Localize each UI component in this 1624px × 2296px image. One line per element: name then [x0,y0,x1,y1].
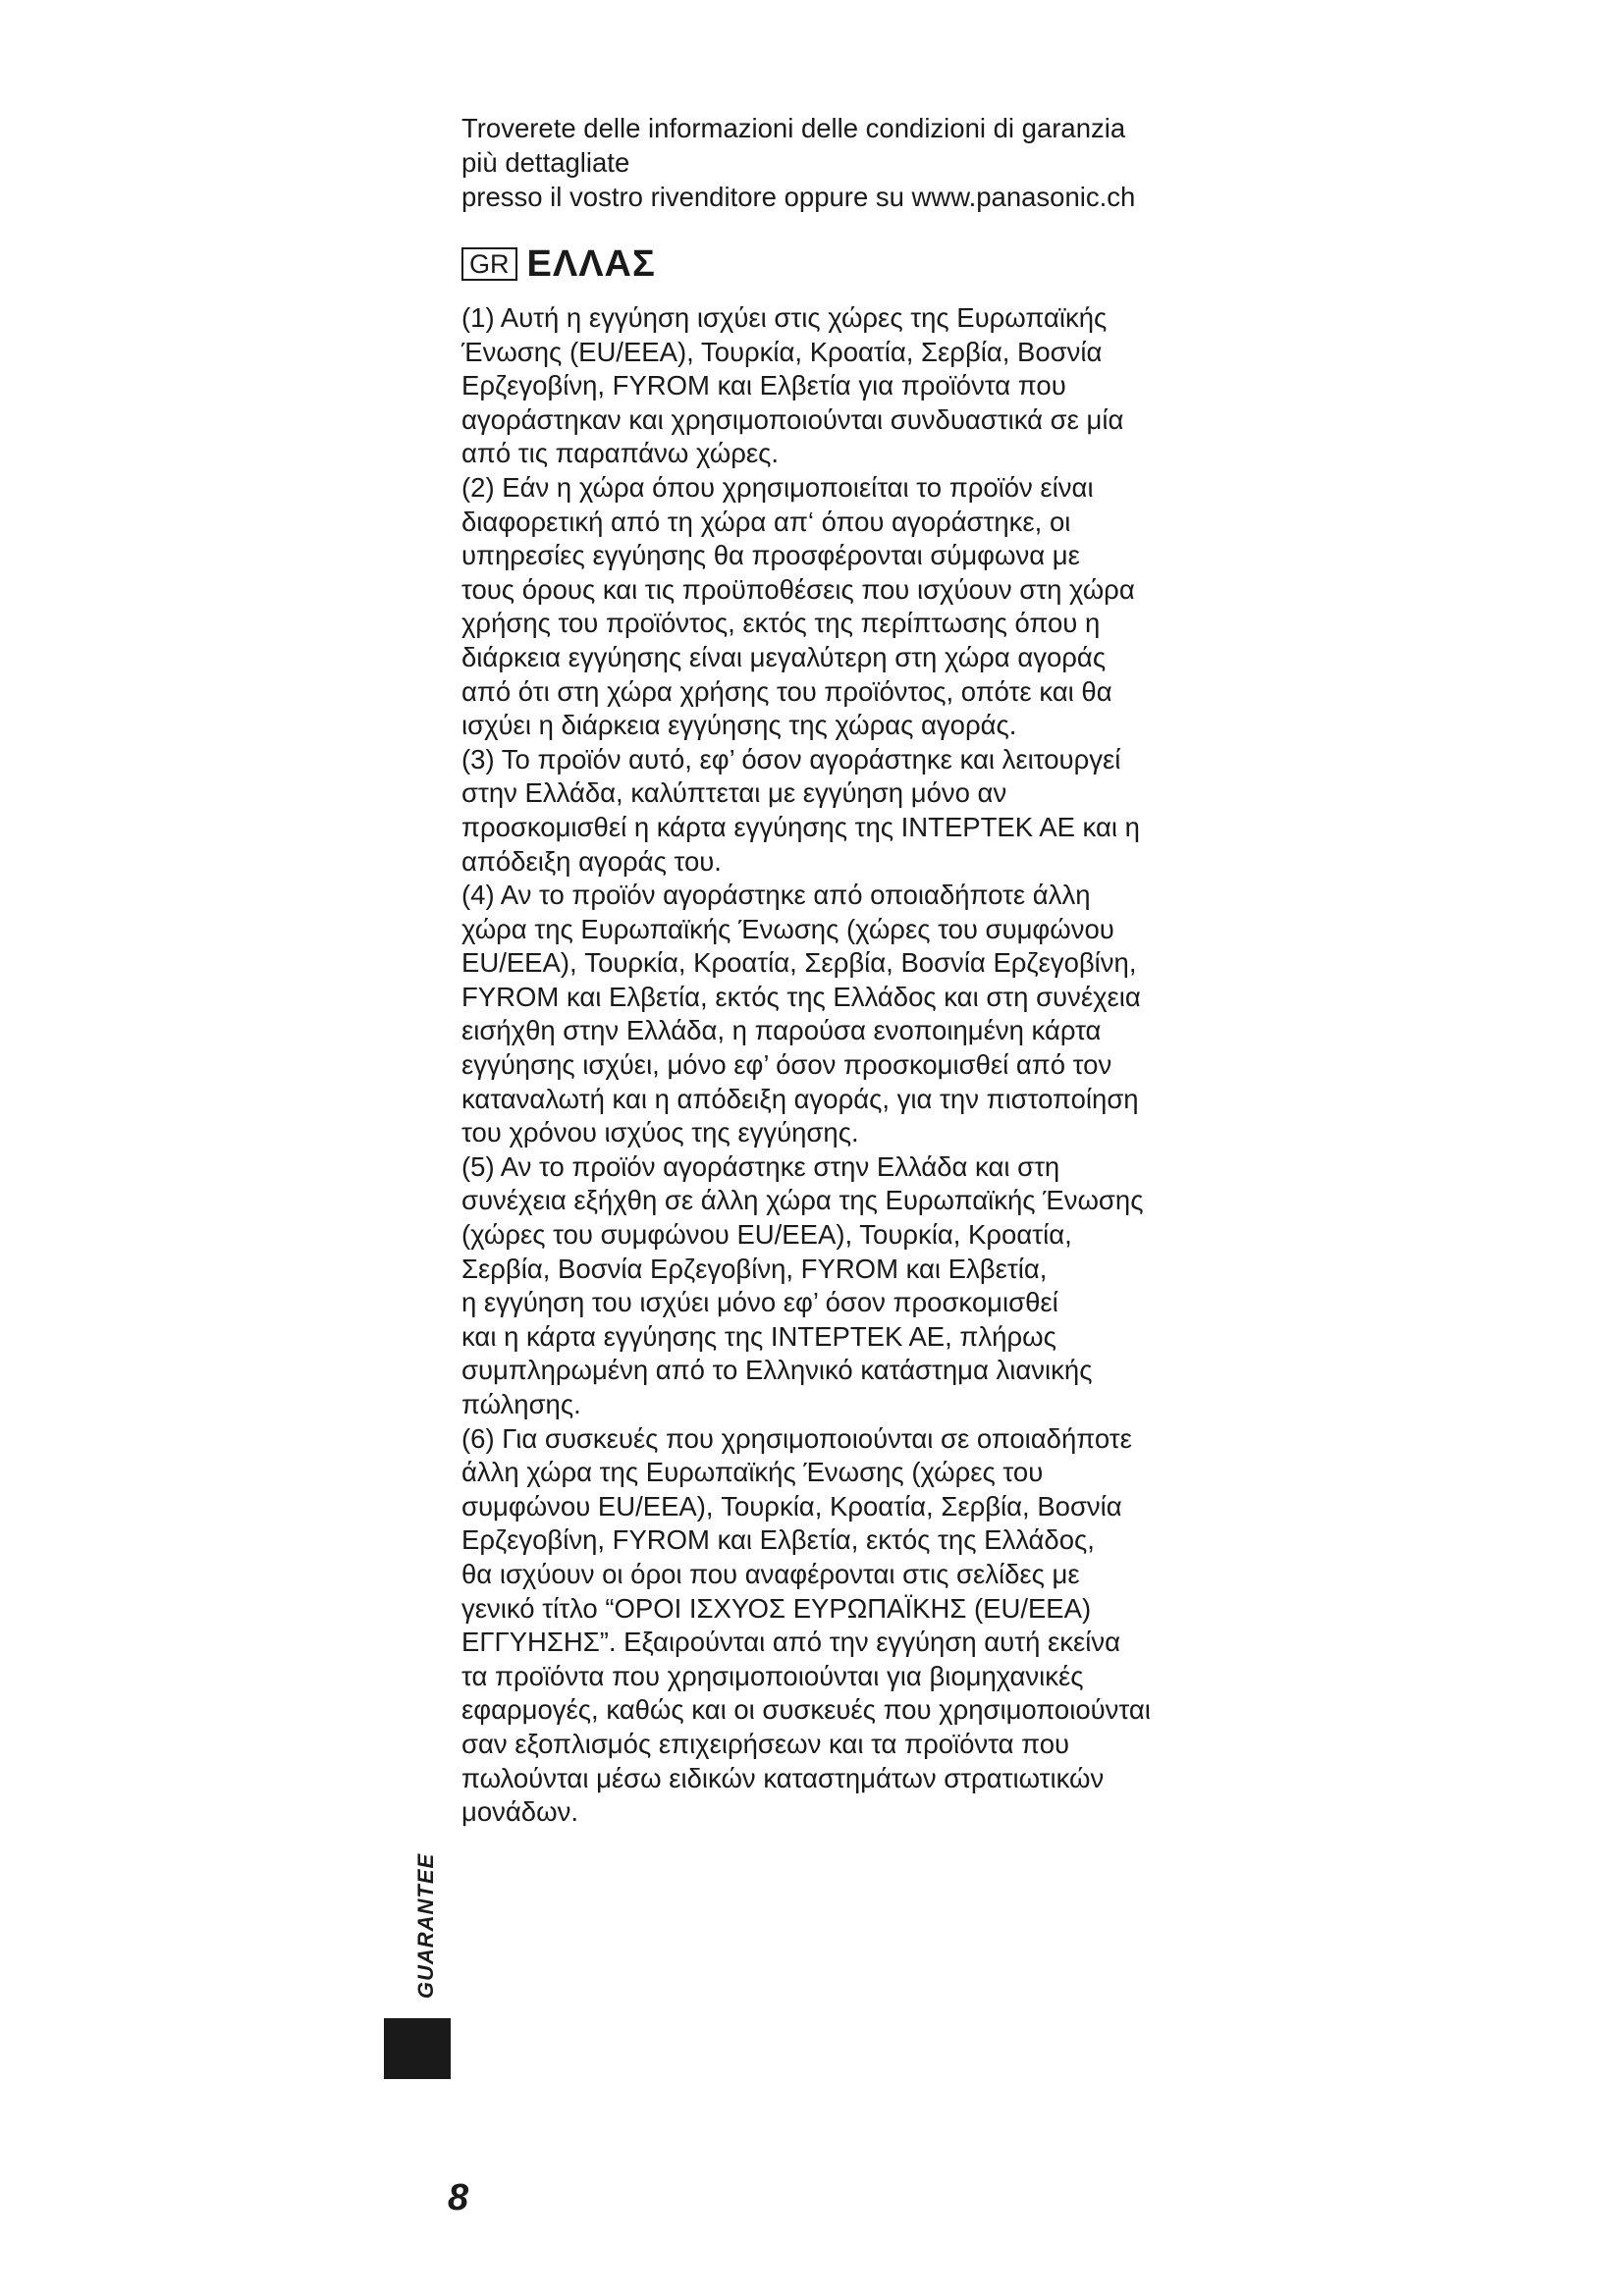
body-text-line: ΕΓΓΥΗΣΗΣ”. Εξαιρούνται από την εγγύηση αυτή εκείνα [461,1627,1121,1658]
body-text-line: χρήσης του προϊόντος, εκτός της περίπτωσης όπου η [461,608,1101,639]
side-label-text: GUARANTEE [413,1852,438,2000]
body-text-line: του χρόνου ισχύος της εγγύησης. [461,1117,859,1148]
body-text-line: πωλούνται μέσω ειδικών καταστημάτων στρατιωτικών [461,1762,1105,1793]
body-text-line: στην Ελλάδα, καλύπτεται με εγγύηση μόνο αν [461,777,1007,809]
body-text-line: τους όρους και τις προϋποθέσεις που ισχύουν στη χώρα [461,573,1135,605]
body-text-line: συμφώνου EU/EEA), Τουρκία, Κροατία, Σερβία, Βοσνία [461,1490,1122,1522]
body-text-line: (4) Αν το προϊόν αγοράστηκε από οποιαδήποτε άλλη [461,880,1091,911]
warranty-body-text [461,301,1208,1830]
body-text-line: άλλη χώρα της Ευρωπαϊκής Ένωσης (χώρες του [461,1457,1044,1488]
side-tab-marker [384,2018,451,2079]
body-text-line: διάρκεια εγγύησης είναι μεγαλύτερη στη χώρα αγοράς [461,641,1107,672]
body-text-line: τα προϊόντα που χρησιμοποιούνται για βιομηχανικές [461,1660,1084,1691]
body-text-line: εγγύησης ισχύει, μόνο εφ’ όσον προσκομισθεί από τον [461,1049,1112,1081]
body-text-line: πώλησης. [461,1389,581,1419]
body-text-line: απόδειξη αγοράς του. [461,845,722,877]
intro-line: Troverete delle informazioni delle condizioni di garanzia [461,113,1126,143]
body-text-line: Ερζεγοβίνη, FYROM και Ελβετία, εκτός της Ελλάδος, [461,1524,1095,1556]
body-text-line: (3) Το προϊόν αυτό, εφ’ όσον αγοράστηκε και λειτουργεί [461,743,1121,774]
body-text-line: (2) Εάν η χώρα όπου χρησιμοποιείται το προϊόν είναι [461,471,1094,503]
body-text-line: (6) Για συσκευές που χρησιμοποιούνται σε οποιαδήποτε [461,1422,1132,1454]
page-content [461,111,1208,1830]
body-text-line: καταναλωτή και η απόδειξη αγοράς, για την πιστοποίηση [461,1083,1139,1114]
body-text-line: από τις παραπάνω χώρες. [461,438,780,469]
page-number: 8 [448,2177,469,2218]
body-text-line: εφαρμογές, καθώς και οι συσκευές που χρησιμοποιούνται [461,1694,1151,1726]
body-text-line: σαν εξοπλισμός επιχειρήσεων και τα προϊόντα που [461,1728,1070,1759]
body-text-line: θα ισχύουν οι όροι που αναφέρονται στις σελίδες με [461,1558,1080,1589]
body-text-line: Ένωσης (EU/EEA), Τουρκία, Κροατία, Σερβία, Βοσνία [461,336,1103,367]
body-text-line: συμπληρωμένη από το Ελληνικό κατάστημα λιανικής [461,1355,1093,1386]
side-section-label [406,1847,446,2004]
body-text-line: γενικό τίτλο “ΟΡΟΙ ΙΣΧΥΟΣ ΕΥΡΩΠΑΪΚΗΣ (EU/EEA) [461,1592,1092,1624]
body-text-line: χώρα της Ευρωπαϊκής Ένωσης (χώρες του συμφώνου [461,913,1114,944]
intro-line: presso il vostro rivenditore oppure su www.panasonic.ch [461,182,1136,212]
section-title: ΕΛΛΑΣ [526,242,656,285]
body-text-line: (χώρες του συμφώνου EU/EEA), Τουρκία, Κροατία, [461,1219,1072,1251]
body-text-line: ισχύει η διάρκεια εγγύησης της χώρας αγοράς. [461,710,1017,741]
intro-line: più dettagliate [461,147,630,178]
body-text-line: και η κάρτα εγγύησης της INTEPTEK AE, πλήρως [461,1320,1056,1352]
language-code-box: GR [461,247,517,281]
body-text-line: διαφορετική από τη χώρα απ‘ όπου αγοράστηκε, οι [461,506,1071,537]
section-heading [461,240,1208,288]
body-text-line: Σερβία, Βοσνία Ερζεγοβίνη, FYROM και Ελβετία, [461,1253,1048,1284]
body-text-line: Ερζεγοβίνη, FYROM και Ελβετία για προϊόντα που [461,370,1066,401]
body-text-line: FYROM και Ελβετία, εκτός της Ελλάδος και στη συνέχεια [461,981,1141,1012]
body-text-line: αγοράστηκαν και χρησιμοποιούνται συνδυαστικά σε μία [461,403,1124,435]
body-text-line: η εγγύηση του ισχύει μόνο εφ’ όσον προσκομισθεί [461,1287,1058,1318]
body-text-line: υπηρεσίες εγγύησης θα προσφέρονται σύμφωνα με [461,540,1080,571]
body-text-line: μονάδων. [461,1796,578,1828]
body-text-line: συνέχεια εξήχθη σε άλλη χώρα της Ευρωπαϊκής Ένωσης [461,1185,1144,1216]
body-text-line: (5) Αν το προϊόν αγοράστηκε στην Ελλάδα και στη [461,1150,1060,1182]
body-text-line: (1) Αυτή η εγγύηση ισχύει στις χώρες της Ευρωπαϊκής [461,302,1108,333]
body-text-line: EU/EEA), Τουρκία, Κροατία, Σερβία, Βοσνία Ερζεγοβίνη, [461,947,1137,979]
body-text-line: προσκομισθεί η κάρτα εγγύησης της INTEPTEK AE και η [461,811,1140,842]
body-text-line: εισήχθη στην Ελλάδα, η παρούσα ενοποιημένη κάρτα [461,1015,1102,1046]
body-text-line: από ότι στη χώρα χρήσης του προϊόντος, οπότε και θα [461,675,1112,707]
intro-paragraph [461,111,1208,214]
